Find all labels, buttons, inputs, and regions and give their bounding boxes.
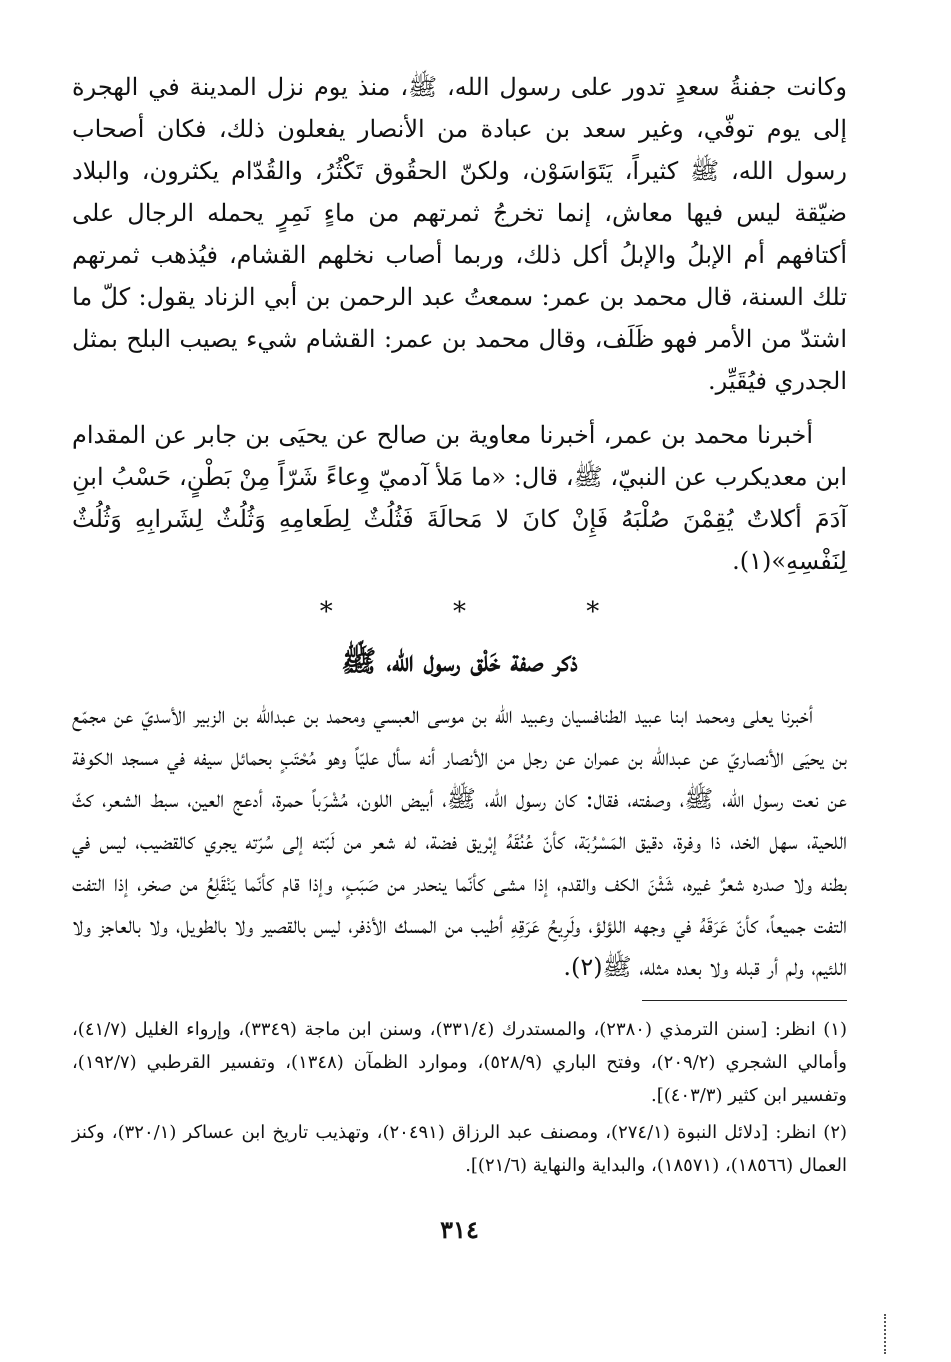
margin-mark (884, 1314, 888, 1354)
page-number: ٣١٤ (440, 1215, 479, 1244)
paragraph-text: وكانت جفنةُ سعدٍ تدور على رسول الله، ﷺ، منذ يوم نزل المدينة في الهجرة إلى يوم توفّي، وغير سعد بن عبادة من الأنصار يفعلون ذلك، فكان أصحاب رسول الله، ﷺ كثيراً، يَتَوَاسَوْن، ولكنّ الحقُوق تَكْثُرُ، والقُدّام يكثرون، والبلاد ضيّقة ليس فيها معاش، إنما تخرجُ ثمرتهم من ماءٍ نَمِرٍ يحمله الرجال على أكتافهم أم الإبلُ والإبلُ أكل ذلك، وربما أصاب نخلهم القشام، فيُذهب ثمرتهم تلك السنة، قال محمد بن عمر: سمعتُ عبد الرحمن بن أبي الزناد يقول: كلّ ما اشتدّ من الأمر فهو ظَلَف، وقال محمد بن عمر: القشام شيء يصيب البلح بمثل الجدري فيُقَيِّر. (72, 73, 848, 395)
paragraph-text: أخبرنا محمد بن عمر، أخبرنا معاوية بن صالح عن يحيَى بن جابر عن المقدام ابن معديكرب عن النبيّ، ﷺ، قال: «ما مَلأ آدميّ وِعاءً شَرّاً مِنْ بَطْنٍ، حَسْبُ ابنِ آدَمَ أكلاتٌ يُقِمْنَ صُلْبَهُ فَإِنْ كانَ لا مَحالَةَ فَثُلُثٌ لِطَعامِهِ وَثُلُثٌ لِشَرابِهِ وَثُلُثٌ لِنَفْسِهِ»(١). (72, 421, 847, 575)
paragraph-hadith-stomach (72, 414, 847, 582)
section-heading: ذكر صفة خَلْق رسول الله، ﷺ (341, 644, 578, 678)
section-separator: * * * (319, 597, 656, 627)
paragraph-description (72, 694, 847, 988)
paragraph-text: أخبرنا يعلى ومحمد ابنا عبيد الطنافسيان وعبيد الله بن موسى العبسي ومحمد بن عبدالله بن الزبير الأسديّ عن مجمّع بن يحيَى الأنصاريّ عن عبدالله بن عمران عن رجل من الأنصار أنه سأل عليّاً وهو مُحْتَبٍ بحمائل سيفه في مسجد الكوفة عن نعت رسول الله، ﷺ، وصفته، فقال: كان رسول الله، ﷺ، أبيض اللون، مُشْرَباً حمرة، أدعج العين، سبط الشعر، كثّ اللحية، سهل الخد، ذا وفرة، دقيق المَسْرُبَة، كأنّ عُنُقَهُ إبْريق فضة، له شعر من لَبّته إلى سُرّته يجري كالقضيب، ليس في بطنه ولا صدره شعرٌ غيره، شَثْنَ الكف والقدم، إذا مشى كأنّما ينحدر من صَبَبٍ، وإذا قام كأنّما يَنْقَلِعُ من صخر، إذا التفت التفت جميعاً، كأنّ عَرَقَهُ في وجهه اللؤلؤ، ولَرِيحُ عَرَقِهِ أطيب من المسك الأذفر، ليس بالقصير ولا بالطويل، ولا بالعاجز ولا اللئيم، ولم أر قبله ولا بعده مثله، ﷺ(٢). (72, 701, 847, 981)
paragraph-sad-bowl (72, 66, 847, 402)
footnote-2: (٢) انظر: [دلائل النبوة (٢٧٤/١)، ومصنف عبد الرزاق (٢٠٤٩١)، وتهذيب تاريخ ابن عساكر (٣٢٠/١)، وكنز العمال (١٨٥٦٦)، (١٨٥٧١)، والبداية والنهاية (٢١/٦)]. (72, 1122, 848, 1176)
footnote-1: (١) انظر: [سنن الترمذي (٢٣٨٠)، والمستدرك (٣٣١/٤)، وسنن ابن ماجة (٣٣٤٩)، وإرواء الغليل (٤١/٧)، وأمالي الشجري (٢٠٩/٢)، وفتح الباري (٥٢٨/٩)، وموارد الظمآن (١٣٤٨)، وتفسير القرطبي (١٩٢/٧)، وتفسير ابن كثير (٤٠٣/٣)]. (72, 1019, 847, 1106)
footnote-divider (642, 1000, 847, 1001)
book-page (72, 66, 847, 1250)
